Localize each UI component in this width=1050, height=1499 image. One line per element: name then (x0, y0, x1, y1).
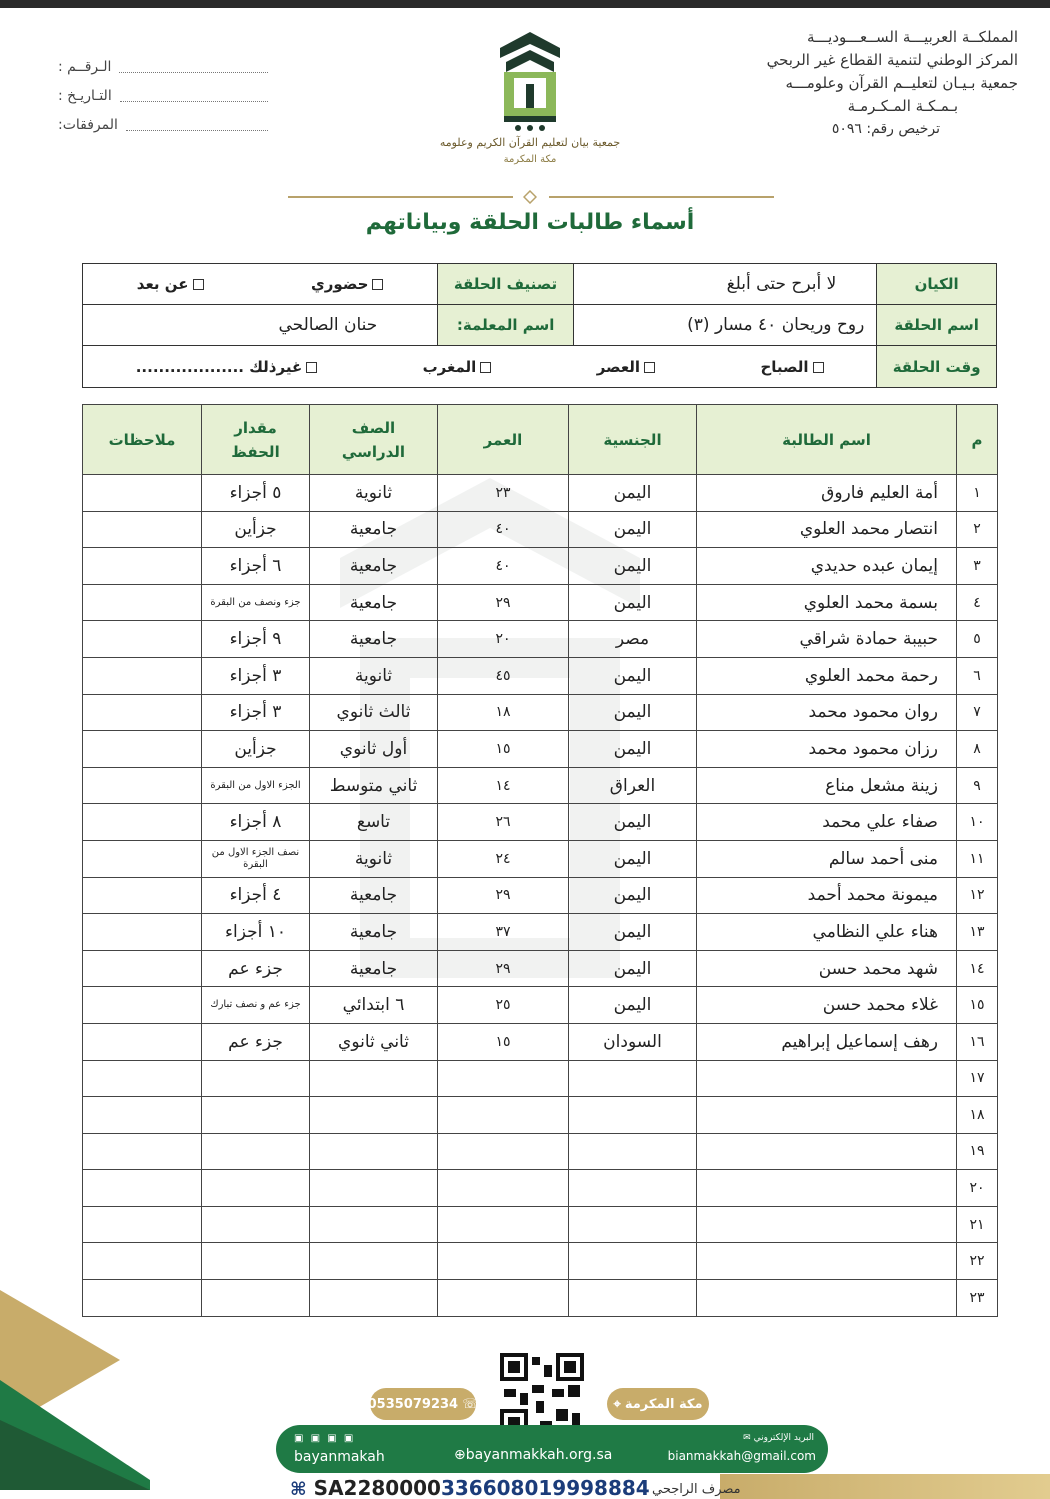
table-row (83, 877, 998, 914)
date-label: التـاريـخ : (58, 87, 112, 104)
age: ٢٤ (438, 840, 569, 877)
student-name: أمة العليم فاروق (697, 475, 957, 512)
notes (83, 1023, 202, 1060)
student-name: غلاء محمد حسن (697, 987, 957, 1024)
row-index: ١٥ (957, 987, 998, 1024)
option-morning[interactable]: الصباح (760, 358, 823, 376)
age: ٤٥ (438, 657, 569, 694)
col-header-nationality: الجنسية (569, 405, 697, 475)
notes (83, 987, 202, 1024)
memorized-amount: ٨ أجزاء (202, 804, 310, 841)
student-name: شهد محمد حسن (697, 950, 957, 987)
location-pill: مكة المكرمة ⌖ (607, 1388, 709, 1420)
notes (83, 694, 202, 731)
website-link[interactable]: ⊕bayanmakkah.org.sa (454, 1447, 613, 1463)
checkbox-icon (306, 362, 317, 373)
student-name: حبيبة حمادة شراقي (697, 621, 957, 658)
grade: ثانوية (310, 657, 438, 694)
nationality: اليمن (569, 584, 697, 621)
age: ١٨ (438, 694, 569, 731)
grade (310, 1243, 438, 1280)
notes (83, 1133, 202, 1170)
age: ٢٠ (438, 621, 569, 658)
students-table (82, 404, 998, 1317)
email-label: البريد الإلكتروني ✉ (743, 1433, 814, 1443)
memorized-amount: جزء عم (202, 1023, 310, 1060)
globe-icon: ⊕ (454, 1447, 466, 1463)
student-name: انتصار محمد العلوي (697, 511, 957, 548)
row-index: ١٣ (957, 914, 998, 951)
row-index: ٢٢ (957, 1243, 998, 1280)
notes (83, 1243, 202, 1280)
age: ١٤ (438, 767, 569, 804)
diamond-ornament-icon (523, 190, 537, 204)
table-row (83, 950, 998, 987)
grade (310, 1097, 438, 1134)
memorized-amount: ٣ أجزاء (202, 657, 310, 694)
row-index: ١٨ (957, 1097, 998, 1134)
age (438, 1097, 569, 1134)
iban-number: ⌘ SA2280000336608019998884 (290, 1476, 650, 1499)
notes (83, 511, 202, 548)
age: ٢٣ (438, 475, 569, 512)
grade (310, 1060, 438, 1097)
email-link[interactable]: bianmakkah@gmail.com (667, 1449, 816, 1463)
table-row (83, 731, 998, 768)
nationality: اليمن (569, 694, 697, 731)
row-index: ١١ (957, 840, 998, 877)
table-row (83, 511, 998, 548)
ref-number-label: الـرقــم : (58, 58, 112, 75)
notes (83, 548, 202, 585)
organization-header (718, 26, 1018, 141)
grade (310, 1280, 438, 1317)
checkbox-icon (372, 279, 383, 290)
student-name (697, 1170, 957, 1207)
student-name: روان محمود محمد (697, 694, 957, 731)
circle-time-label: وقت الحلقة (876, 346, 996, 387)
row-index: ٤ (957, 584, 998, 621)
age: ٣٧ (438, 914, 569, 951)
memorized-amount: جزأين (202, 511, 310, 548)
nationality: اليمن (569, 511, 697, 548)
dotted-line (120, 90, 268, 102)
social-handle[interactable]: bayanmakah (294, 1449, 385, 1465)
row-index: ١٢ (957, 877, 998, 914)
memorized-amount: ٦ أجزاء (202, 548, 310, 585)
student-name: رزان محمود محمد (697, 731, 957, 768)
org-line: المركز الوطني لتنمية القطاع غير الربحي (766, 51, 1018, 69)
dotted-line (119, 61, 268, 73)
option-afternoon[interactable]: العصر (597, 358, 655, 376)
student-name (697, 1133, 957, 1170)
memorized-amount: ٩ أجزاء (202, 621, 310, 658)
checkbox-icon (193, 279, 204, 290)
entity-value: لا أبرح حتى أبلغ (573, 264, 876, 304)
nationality (569, 1243, 697, 1280)
row-index: ١٦ (957, 1023, 998, 1060)
org-line: بـمـكـة المـكـرمـة (847, 97, 958, 115)
row-index: ١٩ (957, 1133, 998, 1170)
social-icons: ▣ ▣ ▣ ▣ (294, 1433, 356, 1444)
entity-label: الكيان (876, 264, 996, 304)
student-name: رهف إسماعيل إبراهيم (697, 1023, 957, 1060)
notes (83, 804, 202, 841)
nationality: اليمن (569, 731, 697, 768)
grade: جامعية (310, 914, 438, 951)
circle-name-value: روح وريحان ٤٠ مسار (٣) (573, 305, 876, 345)
grade: ثانوية (310, 840, 438, 877)
student-name (697, 1206, 957, 1243)
bank-strip (720, 1474, 1050, 1499)
table-header-row (83, 405, 998, 475)
option-remote[interactable]: عن بعد (137, 275, 204, 293)
table-row (83, 584, 998, 621)
row-index: ٢٠ (957, 1170, 998, 1207)
row-index: ١٧ (957, 1060, 998, 1097)
grade: جامعية (310, 877, 438, 914)
checkbox-icon (644, 362, 655, 373)
row-index: ١ (957, 475, 998, 512)
notes (83, 877, 202, 914)
row-index: ٢١ (957, 1206, 998, 1243)
notes (83, 657, 202, 694)
col-header-index: م (957, 405, 998, 475)
notes (83, 840, 202, 877)
age: ١٥ (438, 1023, 569, 1060)
table-row (83, 1243, 998, 1280)
col-header-name: اسم الطالبة (697, 405, 957, 475)
circle-info-box (82, 263, 997, 388)
notes (83, 914, 202, 951)
row-index: ٩ (957, 767, 998, 804)
logo-emblem-icon (430, 28, 630, 138)
notes (83, 1206, 202, 1243)
grade: ثاني متوسط (310, 767, 438, 804)
grade (310, 1170, 438, 1207)
notes (83, 1097, 202, 1134)
memorized-amount (202, 1280, 310, 1317)
row-index: ٥ (957, 621, 998, 658)
table-row (83, 914, 998, 951)
age: ٢٥ (438, 987, 569, 1024)
teacher-value: حنان الصالحي (278, 315, 378, 335)
notes (83, 475, 202, 512)
notes (83, 1060, 202, 1097)
grade: ثاني ثانوي (310, 1023, 438, 1060)
age (438, 1060, 569, 1097)
col-header-grade: الصف الدراسي (310, 405, 438, 475)
row-index: ٨ (957, 731, 998, 768)
table-row (83, 1170, 998, 1207)
memorized-amount (202, 1170, 310, 1207)
grade: ثالث ثانوي (310, 694, 438, 731)
dotted-line (126, 119, 268, 131)
table-row (83, 694, 998, 731)
association-logo (430, 28, 630, 178)
memorized-amount (202, 1133, 310, 1170)
row-index: ١٠ (957, 804, 998, 841)
circle-time-options (83, 346, 876, 387)
student-name: زينة مشعل مناع (697, 767, 957, 804)
org-line: المملكــة العربيـــة الســعـــوديـــة (806, 28, 1018, 46)
student-name (697, 1280, 957, 1317)
memorized-amount: نصف الجزء الاول من البقرة (202, 840, 310, 877)
classification-label: تصنيف الحلقة (437, 264, 573, 304)
student-name (697, 1060, 957, 1097)
memorized-amount: ٤ أجزاء (202, 877, 310, 914)
student-name: منى أحمد سالم (697, 840, 957, 877)
student-name (697, 1243, 957, 1280)
age (438, 1243, 569, 1280)
logo-caption-city: مكة المكرمة (503, 154, 557, 165)
memorized-amount: الجزء الاول من البقرة (202, 767, 310, 804)
student-name: صفاء علي محمد (697, 804, 957, 841)
nationality: اليمن (569, 657, 697, 694)
memorized-amount: جزء عم (202, 950, 310, 987)
nationality: اليمن (569, 840, 697, 877)
memorized-amount: جزأين (202, 731, 310, 768)
grade: أول ثانوي (310, 731, 438, 768)
notes (83, 950, 202, 987)
phone-icon: ☏ (462, 1396, 479, 1412)
grade: جامعية (310, 621, 438, 658)
logo-caption: جمعية بيان لتعليم القرآن الكريم وعلومه (439, 136, 621, 149)
col-header-age: العمر (438, 405, 569, 475)
table-row (83, 1023, 998, 1060)
table-row (83, 548, 998, 585)
table-row (83, 840, 998, 877)
circle-name-label: اسم الحلقة (876, 305, 996, 345)
memorized-amount (202, 1060, 310, 1097)
grade (310, 1206, 438, 1243)
nationality: اليمن (569, 804, 697, 841)
option-maghrib[interactable]: المغرب (423, 358, 492, 376)
attachments-label: المرفقات: (58, 116, 118, 133)
grade: تاسع (310, 804, 438, 841)
row-index: ٦ (957, 657, 998, 694)
age: ٢٩ (438, 877, 569, 914)
age (438, 1170, 569, 1207)
memorized-amount: جزء ونصف من البقرة (202, 584, 310, 621)
age: ٤٠ (438, 548, 569, 585)
student-name (697, 1097, 957, 1134)
row-index: ٢٣ (957, 1280, 998, 1317)
title-divider (288, 196, 774, 198)
age: ٢٦ (438, 804, 569, 841)
table-row (83, 987, 998, 1024)
grade: جامعية (310, 584, 438, 621)
nationality: السودان (569, 1023, 697, 1060)
notes (83, 584, 202, 621)
table-row (83, 657, 998, 694)
org-line: جمعية بـيـان لتعليــم القرآن وعلومـــه (785, 74, 1018, 92)
notes (83, 621, 202, 658)
age: ٢٩ (438, 950, 569, 987)
table-row (83, 1060, 998, 1097)
table-row (83, 804, 998, 841)
checkbox-icon (480, 362, 491, 373)
col-header-memorized: مقدار الحفظ (202, 405, 310, 475)
age: ٤٠ (438, 511, 569, 548)
grade: جامعية (310, 950, 438, 987)
student-name: بسمة محمد العلوي (697, 584, 957, 621)
memorized-amount: جزء عم و نصف تبارك (202, 987, 310, 1024)
contact-bar (276, 1425, 828, 1473)
age (438, 1280, 569, 1317)
col-header-notes: ملاحظات (83, 405, 202, 475)
document-page (0, 8, 1050, 1499)
age (438, 1206, 569, 1243)
option-in-person[interactable]: حضوري (311, 275, 383, 293)
nationality: اليمن (569, 548, 697, 585)
grade: جامعية (310, 511, 438, 548)
memorized-amount: ٥ أجزاء (202, 475, 310, 512)
age: ٢٩ (438, 584, 569, 621)
table-row (83, 767, 998, 804)
bank-name: مصرف الراجحي (652, 1482, 741, 1497)
table-row (83, 1133, 998, 1170)
grade: ثانوية (310, 475, 438, 512)
table-row (83, 1280, 998, 1317)
classification-options (83, 264, 437, 304)
corner-ornament-icon (0, 1290, 150, 1490)
location-pin-icon: ⌖ (613, 1396, 621, 1412)
notes (83, 767, 202, 804)
memorized-amount (202, 1243, 310, 1280)
table-row (83, 1097, 998, 1134)
nationality (569, 1097, 697, 1134)
table-row (83, 1206, 998, 1243)
document-title: أسماء طالبات الحلقة وبياناتهم (365, 210, 695, 235)
nationality: اليمن (569, 987, 697, 1024)
memorized-amount: ٣ أجزاء (202, 694, 310, 731)
phone-pill[interactable]: ☏ 0535079234 (370, 1388, 476, 1420)
bank-logo-icon: ⌘ (290, 1479, 307, 1499)
reference-fields (58, 52, 268, 139)
teacher-label: اسم المعلمة: (437, 305, 573, 345)
student-name: هناء علي النظامي (697, 914, 957, 951)
license-number: ترخيص رقم: ٥٠٩٦ (831, 121, 940, 137)
nationality: اليمن (569, 475, 697, 512)
checkbox-icon (813, 362, 824, 373)
table-row (83, 621, 998, 658)
student-name: رحمة محمد العلوي (697, 657, 957, 694)
student-name: إيمان عبده حديدي (697, 548, 957, 585)
nationality: اليمن (569, 914, 697, 951)
row-index: ٧ (957, 694, 998, 731)
nationality: اليمن (569, 950, 697, 987)
age (438, 1133, 569, 1170)
nationality: اليمن (569, 877, 697, 914)
notes (83, 731, 202, 768)
option-other[interactable]: غيرذلك ................... (136, 358, 318, 376)
age: ١٥ (438, 731, 569, 768)
envelope-icon: ✉ (743, 1433, 751, 1443)
grade: ٦ ابتدائي (310, 987, 438, 1024)
row-index: ١٤ (957, 950, 998, 987)
nationality (569, 1060, 697, 1097)
row-index: ٢ (957, 511, 998, 548)
nationality (569, 1206, 697, 1243)
memorized-amount (202, 1097, 310, 1134)
memorized-amount: ١٠ أجزاء (202, 914, 310, 951)
grade (310, 1133, 438, 1170)
nationality (569, 1280, 697, 1317)
student-name: ميمونة محمد أحمد (697, 877, 957, 914)
memorized-amount (202, 1206, 310, 1243)
nationality (569, 1133, 697, 1170)
nationality: العراق (569, 767, 697, 804)
nationality: مصر (569, 621, 697, 658)
row-index: ٣ (957, 548, 998, 585)
grade: جامعية (310, 548, 438, 585)
nationality (569, 1170, 697, 1207)
table-row (83, 475, 998, 512)
notes (83, 1170, 202, 1207)
